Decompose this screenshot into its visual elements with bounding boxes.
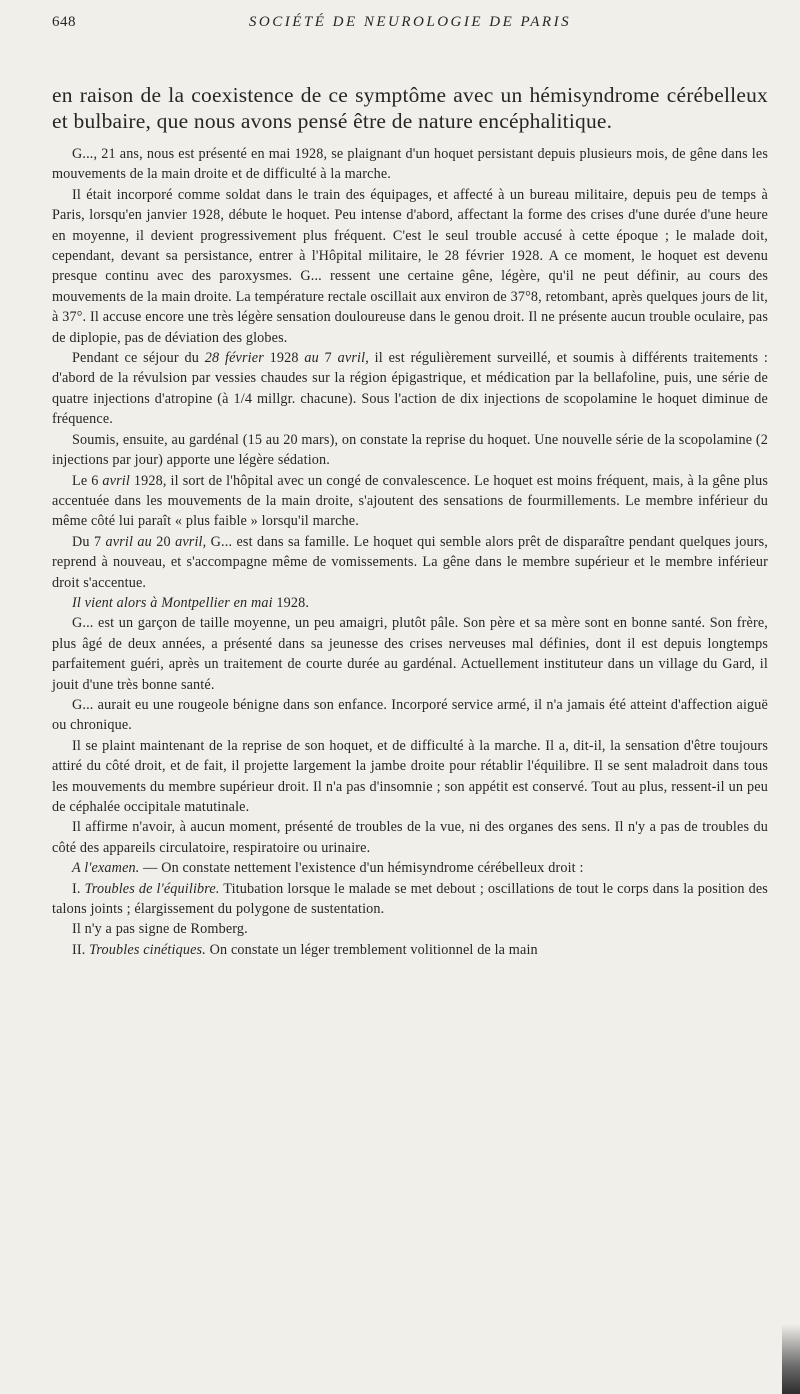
scan-shadow — [782, 1324, 800, 1394]
paragraph: I. Troubles de l'équilibre. Titubation lorsque le malade se met debout ; oscillations de tout le corps dans la position des talons joints ; élargissement du polygone de sustentation. — [52, 880, 768, 918]
page — [52, 14, 768, 960]
lead-paragraph: en raison de la coexistence de ce symptôme avec un hémisyndrome cérébelleux et bulbaire, que nous avons pensé être de nature encéphalitique. — [52, 83, 768, 133]
paragraph: A l'examen. — On constate nettement l'existence d'un hémisyndrome cérébelleux droit : — [72, 860, 584, 877]
paragraph: Il n'y a pas signe de Romberg. — [72, 921, 248, 938]
journal-title: SOCIÉTÉ DE NEUROLOGIE DE PARIS — [248, 14, 572, 30]
paragraph: G... aurait eu une rougeole bénigne dans son enfance. Incorporé service armé, il n'a jamais été atteint d'affection aiguë ou chronique. — [52, 696, 768, 734]
paragraph: Il se plaint maintenant de la reprise de son hoquet, et de difficulté à la marche. Il a, dit-il, la sensation d'être toujours attiré du côté droit, et de fait, il projette largement la jambe droite pour rétablir l'équilibre. Il se sent maladroit dans tous les mouvements du membre supérieur droit. Il n'a pas d'insomnie ; son appétit est conservé. Tout au plus, ressent-il un peu de céphalée occipitale matutinale. — [52, 737, 768, 815]
paragraph: G... est un garçon de taille moyenne, un peu amaigri, plutôt pâle. Son père et sa mère sont en bonne santé. Son frère, plus âgé de deux années, a présenté dans sa jeunesse des crises nerveuses mal définies, dont il est depuis longtemps parfaitement guéri, après un traitement de courte durée au gardénal. Actuellement instituteur dans un village du Gard, il jouit d'une très bonne santé. — [52, 615, 768, 693]
paragraph: Le 6 avril 1928, il sort de l'hôpital avec un congé de convalescence. Le hoquet est moins fréquent, mais, à la gêne plus accentuée dans les mouvements de la main droite, s'ajoutent des sensations de fourmillements. Le membre inférieur du même côté lui paraît « plus faible » lorsqu'il marche. — [52, 472, 768, 530]
paragraph: G..., 21 ans, nous est présenté en mai 1928, se plaignant d'un hoquet persistant depuis plusieurs mois, de gêne dans les mouvements de la main droite et de difficulté à la marche. — [52, 146, 768, 183]
page-number: 648 — [52, 14, 76, 30]
paragraph: Il affirme n'avoir, à aucun moment, présenté de troubles de la vue, ni des organes des sens. Il n'y a pas de troubles du côté des appareils circulatoire, respiratoire ou urinaire. — [52, 819, 768, 856]
paragraph: Il vient alors à Montpellier en mai 1928. — [72, 594, 310, 611]
paragraph: Il était incorporé comme soldat dans le train des équipages, et affecté à un bureau militaire, depuis peu de temps à Paris, lorsqu'en janvier 1928, débute le hoquet. Peu intense d'abord, affectant la forme des crises d'une durée d'une heure en moyenne, il devient progressivement plus fréquent. C'est le seul trouble accusé à cette époque ; le malade doit, cependant, devant sa persistance, entrer à l'Hôpital militaire, le 28 février 1928. A ce moment, le hoquet est devenu presque continu avec des paroxysmes. G... ressent une certaine gêne, légère, qu'il ne peut définir, au cours des mouvements de la main droite. La température rectale oscillait aux environ de 37°8, retombant, après quelques jours de lit, à 37°. Il accuse encore une très légère sensation douloureuse dans le genou droit. Il ne présente aucun trouble oculaire, pas de diplopie, pas de déviation des globes. — [52, 186, 768, 346]
running-head — [52, 14, 768, 44]
paragraph: Soumis, ensuite, au gardénal (15 au 20 mars), on constate la reprise du hoquet. Une nouvelle série de la scopolamine (2 injections par jour) apporte une légère sédation. — [52, 431, 768, 469]
paragraph: II. Troubles cinétiques. On constate un léger tremblement volitionnel de la main — [72, 941, 538, 958]
body-text — [52, 144, 768, 960]
paragraph: Du 7 avril au 20 avril, G... est dans sa famille. Le hoquet qui semble alors prêt de disparaître pendant quelques jours, reprend à nouveau, et s'accompagne même de vomissements. La gêne dans le membre supérieur et le membre inférieur droit s'accentue. — [52, 533, 768, 591]
paragraph: Pendant ce séjour du 28 février 1928 au 7 avril, il est régulièrement surveillé, et soumis à différents traitements : d'abord de la révulsion par vessies chaudes sur la région épigastrique, et médication par la bellafoline, puis, une série de quatre injections d'atropine (à 1/4 millgr. chacune). Sous l'action de dix injections de scopolamine le hoquet diminue de fréquence. — [52, 350, 768, 428]
